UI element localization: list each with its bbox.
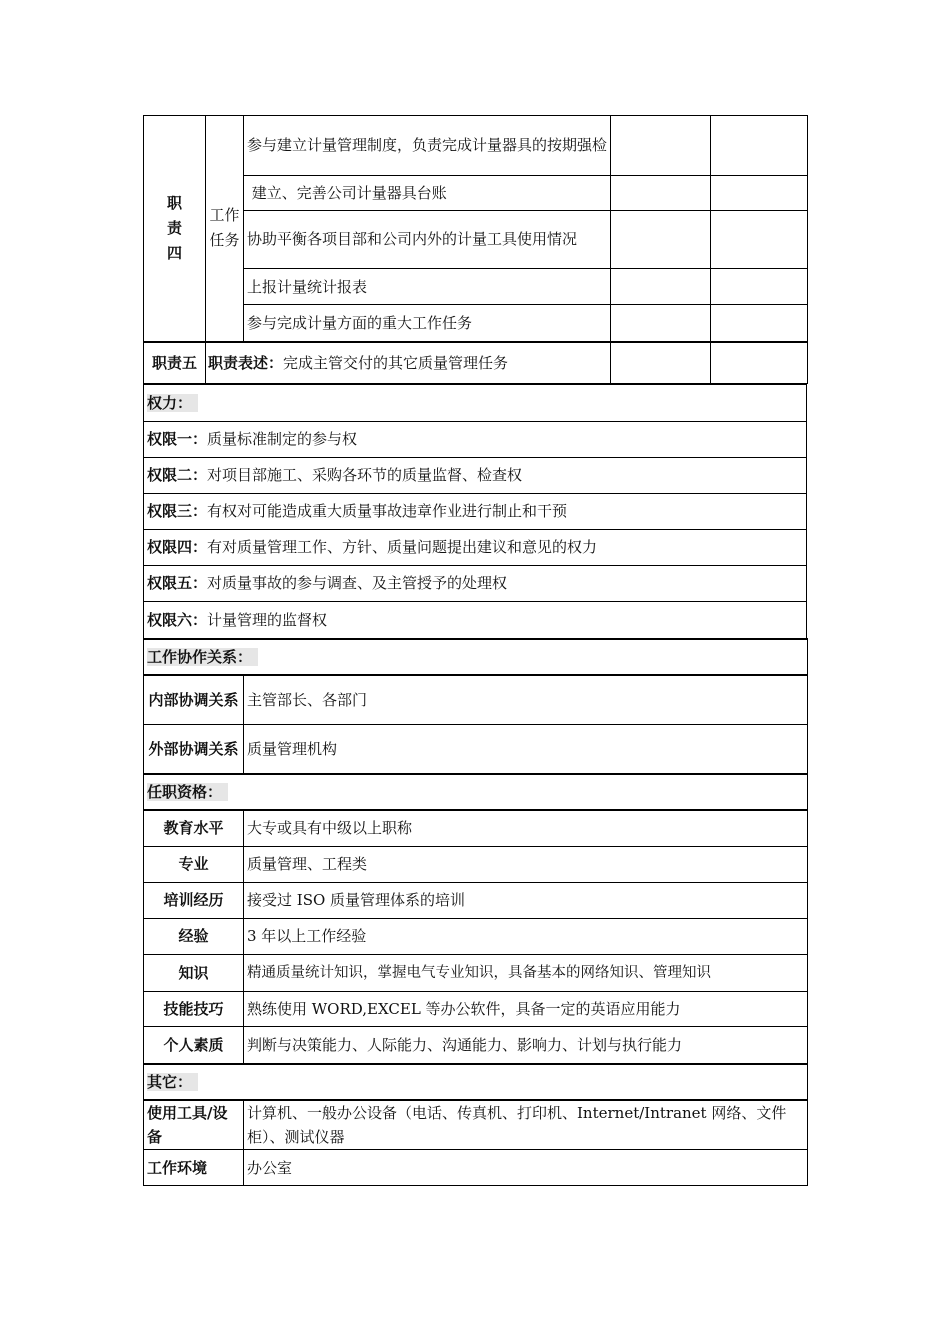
- authority-section-title: 权力：: [144, 384, 807, 421]
- qualification-label: 专业: [144, 846, 244, 882]
- duty4-label: 职 责 四: [144, 116, 206, 342]
- qualification-label: 培训经历: [144, 882, 244, 918]
- authority-item: 权限二：对项目部施工、采购各环节的质量监督、检查权: [144, 457, 807, 493]
- cooperation-section-title: 工作协作关系：: [144, 639, 808, 675]
- duty4-task: 建立、完善公司计量器具台账: [244, 176, 611, 211]
- duty4-task: 协助平衡各项目部和公司内外的计量工具使用情况: [244, 211, 611, 269]
- internal-relation-value: 主管部长、各部门: [244, 675, 808, 725]
- empty-cell: [711, 305, 808, 342]
- qualification-value: 判断与决策能力、人际能力、沟通能力、影响力、计划与执行能力: [244, 1026, 808, 1063]
- qualification-value: 熟练使用 WORD,EXCEL 等办公软件，具备一定的英语应用能力: [244, 991, 808, 1026]
- tools-value: 计算机、一般办公设备（电话、传真机、打印机、Internet/Intranet 网络、文件柜）、测试仪器: [244, 1100, 808, 1150]
- duty4-task: 参与完成计量方面的重大工作任务: [244, 305, 611, 342]
- environment-value: 办公室: [244, 1150, 808, 1186]
- empty-cell: [711, 211, 808, 269]
- duties-table: [143, 115, 808, 384]
- duty4-sub-label: 工作 任务: [206, 116, 244, 342]
- environment-label: 工作环境: [144, 1150, 244, 1186]
- authority-table: [143, 383, 807, 639]
- qualification-value: 接受过 ISO 质量管理体系的培训: [244, 882, 808, 918]
- qualification-table: [143, 773, 808, 1064]
- other-section-title: 其它：: [144, 1064, 808, 1100]
- empty-cell: [711, 342, 808, 384]
- duty4-task: 参与建立计量管理制度，负责完成计量器具的按期强检: [244, 116, 611, 176]
- external-relation-value: 质量管理机构: [244, 725, 808, 774]
- qualification-label: 知识: [144, 954, 244, 991]
- cooperation-table: [143, 638, 808, 775]
- external-relation-label: 外部协调关系: [144, 725, 244, 774]
- tools-label: 使用工具/设备: [144, 1100, 244, 1150]
- empty-cell: [611, 176, 711, 211]
- empty-cell: [611, 269, 711, 305]
- authority-item: 权限六：计量管理的监督权: [144, 601, 807, 638]
- qualification-label: 经验: [144, 918, 244, 954]
- duty4-task: 上报计量统计报表: [244, 269, 611, 305]
- qualification-label: 个人素质: [144, 1026, 244, 1063]
- empty-cell: [611, 116, 711, 176]
- empty-cell: [711, 176, 808, 211]
- empty-cell: [711, 116, 808, 176]
- internal-relation-label: 内部协调关系: [144, 675, 244, 725]
- empty-cell: [611, 305, 711, 342]
- qualification-label: 教育水平: [144, 810, 244, 846]
- qualification-value: 3 年以上工作经验: [244, 918, 808, 954]
- empty-cell: [611, 211, 711, 269]
- authority-item: 权限四：有对质量管理工作、方针、质量问题提出建议和意见的权力: [144, 529, 807, 565]
- duty5-description: [206, 342, 611, 384]
- qualification-section-title: 任职资格：: [144, 774, 808, 810]
- duty5-desc-text: 完成主管交付的其它质量管理任务: [283, 353, 509, 372]
- authority-item: 权限一：质量标准制定的参与权: [144, 421, 807, 457]
- job-description-document: [143, 115, 807, 1186]
- duty5-desc-label: 职责表述：: [208, 353, 284, 372]
- empty-cell: [611, 342, 711, 384]
- other-table: [143, 1063, 808, 1187]
- authority-item: 权限五：对质量事故的参与调查、及主管授予的处理权: [144, 565, 807, 601]
- qualification-value: 大专或具有中级以上职称: [244, 810, 808, 846]
- duty5-label: 职责五: [144, 342, 206, 384]
- empty-cell: [711, 269, 808, 305]
- authority-item: 权限三：有权对可能造成重大质量事故违章作业进行制止和干预: [144, 493, 807, 529]
- qualification-label: 技能技巧: [144, 991, 244, 1026]
- qualification-value: 精通质量统计知识，掌握电气专业知识，具备基本的网络知识、管理知识: [244, 954, 808, 991]
- qualification-value: 质量管理、工程类: [244, 846, 808, 882]
